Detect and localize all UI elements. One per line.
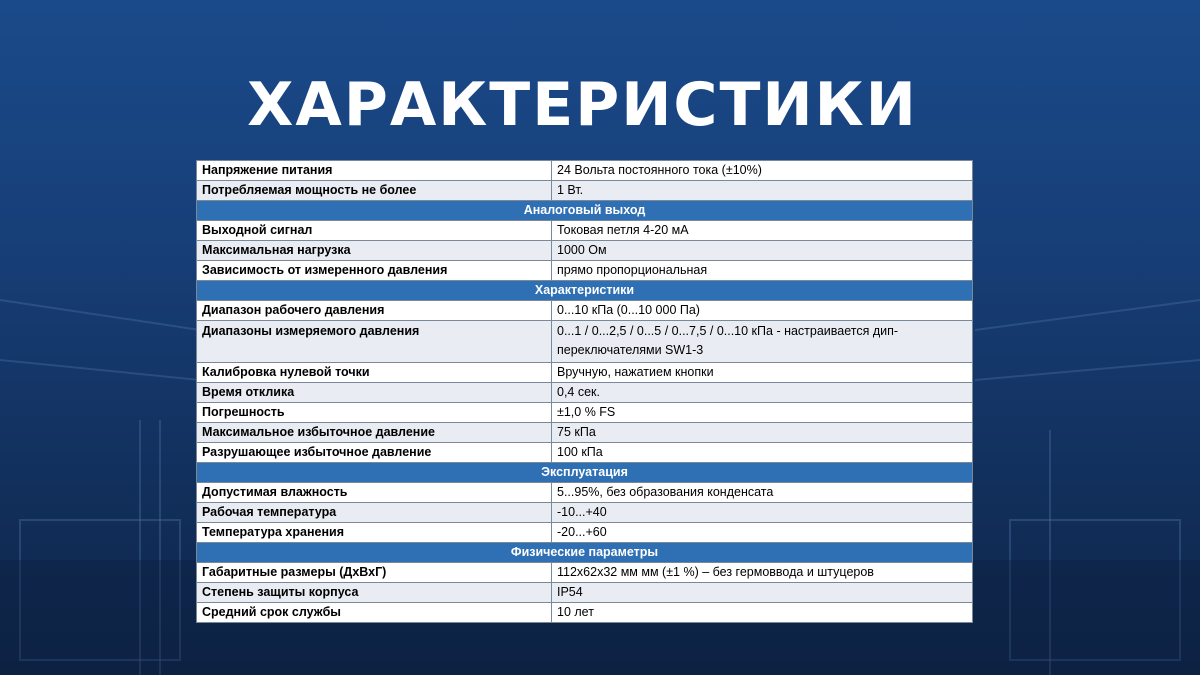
table-row xyxy=(197,161,973,181)
table-row xyxy=(197,503,973,523)
spec-value: 100 кПа xyxy=(552,443,973,463)
spec-value: -20...+60 xyxy=(552,523,973,543)
section-header-row xyxy=(197,543,973,563)
table-row xyxy=(197,523,973,543)
table-row xyxy=(197,403,973,423)
spec-label: Диапазон рабочего давления xyxy=(197,301,552,321)
spec-value: -10...+40 xyxy=(552,503,973,523)
spec-label: Зависимость от измеренного давления xyxy=(197,261,552,281)
spec-label: Время отклика xyxy=(197,383,552,403)
table-row xyxy=(197,583,973,603)
table-row xyxy=(197,321,973,363)
section-title: Аналоговый выход xyxy=(197,201,973,221)
table-row xyxy=(197,443,973,463)
table-row xyxy=(197,181,973,201)
table-row xyxy=(197,483,973,503)
spec-value: 5...95%, без образования конденсата xyxy=(552,483,973,503)
spec-value: 75 кПа xyxy=(552,423,973,443)
spec-value: 0...10 кПа (0...10 000 Па) xyxy=(552,301,973,321)
section-header-row xyxy=(197,281,973,301)
table-row xyxy=(197,221,973,241)
page-title: ХАРАКТЕРИСТИКИ xyxy=(247,70,918,140)
table-row xyxy=(197,603,973,623)
specifications-table xyxy=(196,160,973,623)
section-title: Физические параметры xyxy=(197,543,973,563)
section-header-row xyxy=(197,201,973,221)
section-title: Характеристики xyxy=(197,281,973,301)
section-title: Эксплуатация xyxy=(197,463,973,483)
spec-value: IP54 xyxy=(552,583,973,603)
spec-label: Рабочая температура xyxy=(197,503,552,523)
table-row xyxy=(197,241,973,261)
table-row xyxy=(197,261,973,281)
spec-label: Степень защиты корпуса xyxy=(197,583,552,603)
section-header-row xyxy=(197,463,973,483)
spec-label: Разрушающее избыточное давление xyxy=(197,443,552,463)
spec-value: ±1,0 % FS xyxy=(552,403,973,423)
table-row xyxy=(197,563,973,583)
spec-label: Потребляемая мощность не более xyxy=(197,181,552,201)
table-row xyxy=(197,383,973,403)
spec-value: 0...1 / 0...2,5 / 0...5 / 0...7,5 / 0...10 кПа - настраивается дип-переключателями SW1-3 xyxy=(552,321,973,363)
spec-label: Допустимая влажность xyxy=(197,483,552,503)
spec-label: Выходной сигнал xyxy=(197,221,552,241)
spec-value: Вручную, нажатием кнопки xyxy=(552,363,973,383)
spec-value: 1000 Ом xyxy=(552,241,973,261)
spec-label: Погрешность xyxy=(197,403,552,423)
table-row xyxy=(197,363,973,383)
spec-label: Максимальная нагрузка xyxy=(197,241,552,261)
spec-label: Максимальное избыточное давление xyxy=(197,423,552,443)
spec-value: 1 Вт. xyxy=(552,181,973,201)
spec-label: Температура хранения xyxy=(197,523,552,543)
spec-label: Средний срок службы xyxy=(197,603,552,623)
spec-value: прямо пропорциональная xyxy=(552,261,973,281)
spec-label: Калибровка нулевой точки xyxy=(197,363,552,383)
spec-value: 112х62х32 мм мм (±1 %) – без гермоввода и штуцеров xyxy=(552,563,973,583)
spec-value: 24 Вольта постоянного тока (±10%) xyxy=(552,161,973,181)
table-row xyxy=(197,301,973,321)
spec-label: Габаритные размеры (ДхВхГ) xyxy=(197,563,552,583)
spec-value: 10 лет xyxy=(552,603,973,623)
spec-value: Токовая петля 4-20 мА xyxy=(552,221,973,241)
spec-value: 0,4 сек. xyxy=(552,383,973,403)
spec-label: Напряжение питания xyxy=(197,161,552,181)
spec-label: Диапазоны измеряемого давления xyxy=(197,321,552,363)
table-row xyxy=(197,423,973,443)
